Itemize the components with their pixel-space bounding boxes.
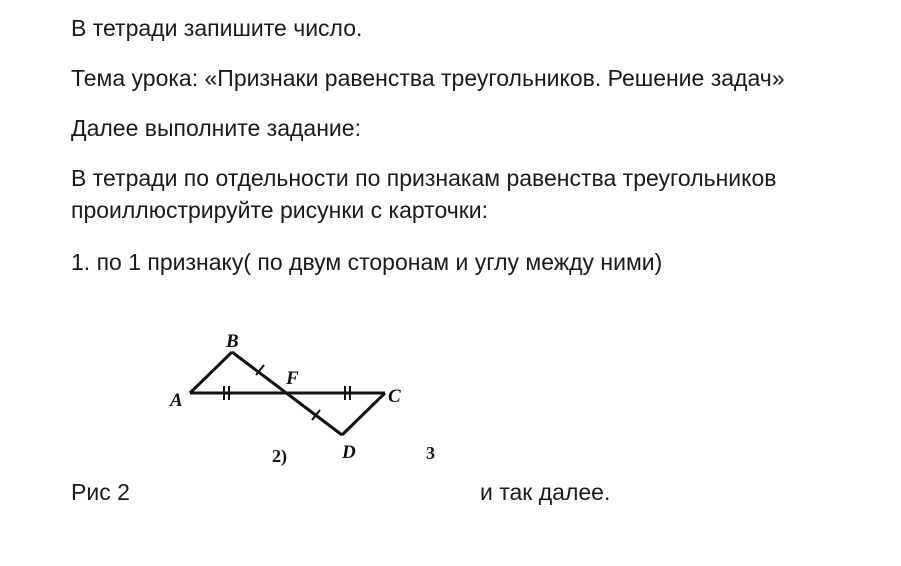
task-intro: Далее выполните задание: — [71, 115, 361, 141]
label-B: B — [226, 331, 239, 352]
task-text-line-2: проиллюстрируйте рисунки с карточки: — [71, 197, 489, 223]
figure-number-label: 2) — [272, 446, 287, 466]
figure-caption: Рис 2 — [71, 479, 130, 505]
task-item-1: 1. по 1 признаку( по двум сторонам и углу между ними) — [71, 249, 663, 275]
segment-AB — [190, 352, 232, 393]
label-A: A — [170, 390, 183, 411]
task-text-line-1: В тетради по отдельности по признакам равенства треугольников — [71, 165, 777, 191]
and-so-on-text: и так далее. — [480, 479, 611, 505]
triangles-figure — [160, 320, 450, 470]
segment-CD — [342, 393, 385, 435]
instruction-date: В тетради запишите число. — [71, 15, 363, 41]
figure-extra-label: 3 — [426, 443, 435, 463]
lesson-topic: Тема урока: «Признаки равенства треугольников. Решение задач» — [71, 65, 785, 91]
label-D: D — [342, 442, 356, 463]
label-C: C — [388, 386, 401, 407]
label-F: F — [286, 368, 299, 389]
